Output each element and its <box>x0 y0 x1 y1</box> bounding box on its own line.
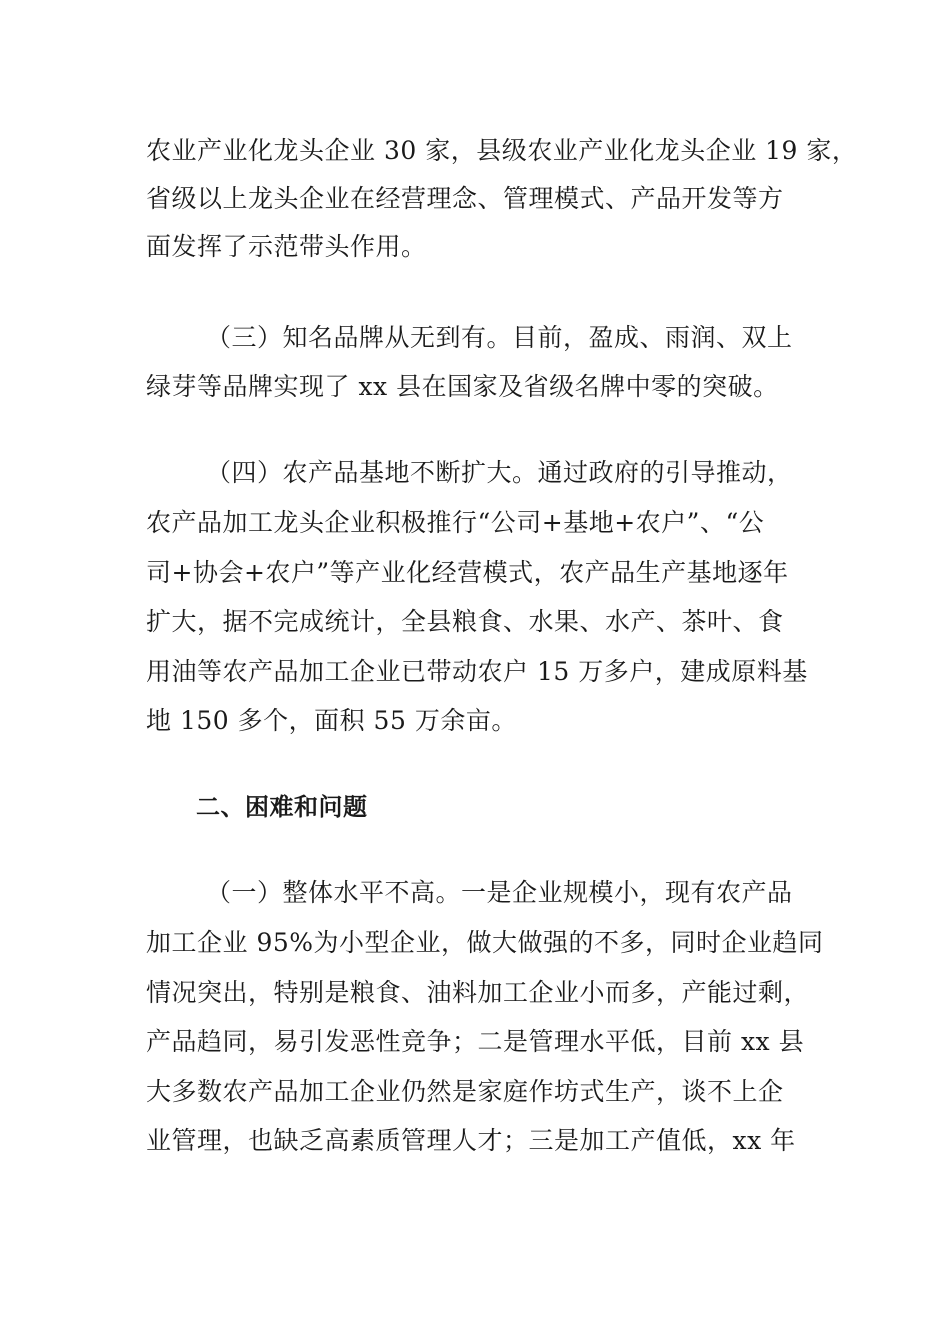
text-line: 地 150 多个，面积 55 万余亩。 <box>146 706 517 735</box>
text-line: （四）农产品基地不断扩大。通过政府的引导推动， <box>206 458 793 487</box>
text-line: 面发挥了示范带头作用。 <box>146 232 427 261</box>
text-line: 用油等农产品加工企业已带动农户 15 万多户，建成原料基 <box>146 657 808 686</box>
section-heading: 二、困难和问题 <box>196 793 368 821</box>
text-line: 省级以上龙头企业在经营理念、管理模式、产品开发等方 <box>146 184 784 213</box>
text-line: 农业产业化龙头企业 30 家，县级农业产业化龙头企业 19 家， <box>146 136 858 165</box>
text-line: 产品趋同，易引发恶性竞争；二是管理水平低，目前 xx 县 <box>146 1027 805 1056</box>
text-line: 加工企业 95%为小型企业，做大做强的不多，同时企业趋同 <box>146 928 824 957</box>
text-line: 绿芽等品牌实现了 xx 县在国家及省级名牌中零的突破。 <box>146 372 779 401</box>
text-line: 司+协会+农户”等产业化经营模式，农产品生产基地逐年 <box>146 558 789 587</box>
text-line: 情况突出，特别是粮食、油料加工企业小而多，产能过剩， <box>146 978 810 1007</box>
text-line: 农产品加工龙头企业积极推行“公司+基地+农户”、“公 <box>146 508 765 537</box>
text-line: （三）知名品牌从无到有。目前，盈成、雨润、双上 <box>206 323 793 352</box>
text-line: 扩大，据不完成统计，全县粮食、水果、水产、茶叶、食 <box>146 607 784 636</box>
text-line: 大多数农产品加工企业仍然是家庭作坊式生产，谈不上企 <box>146 1077 784 1106</box>
text-line: 业管理，也缺乏高素质管理人才；三是加工产值低，xx 年 <box>146 1126 796 1155</box>
text-line: （一）整体水平不高。一是企业规模小，现有农产品 <box>206 878 793 907</box>
